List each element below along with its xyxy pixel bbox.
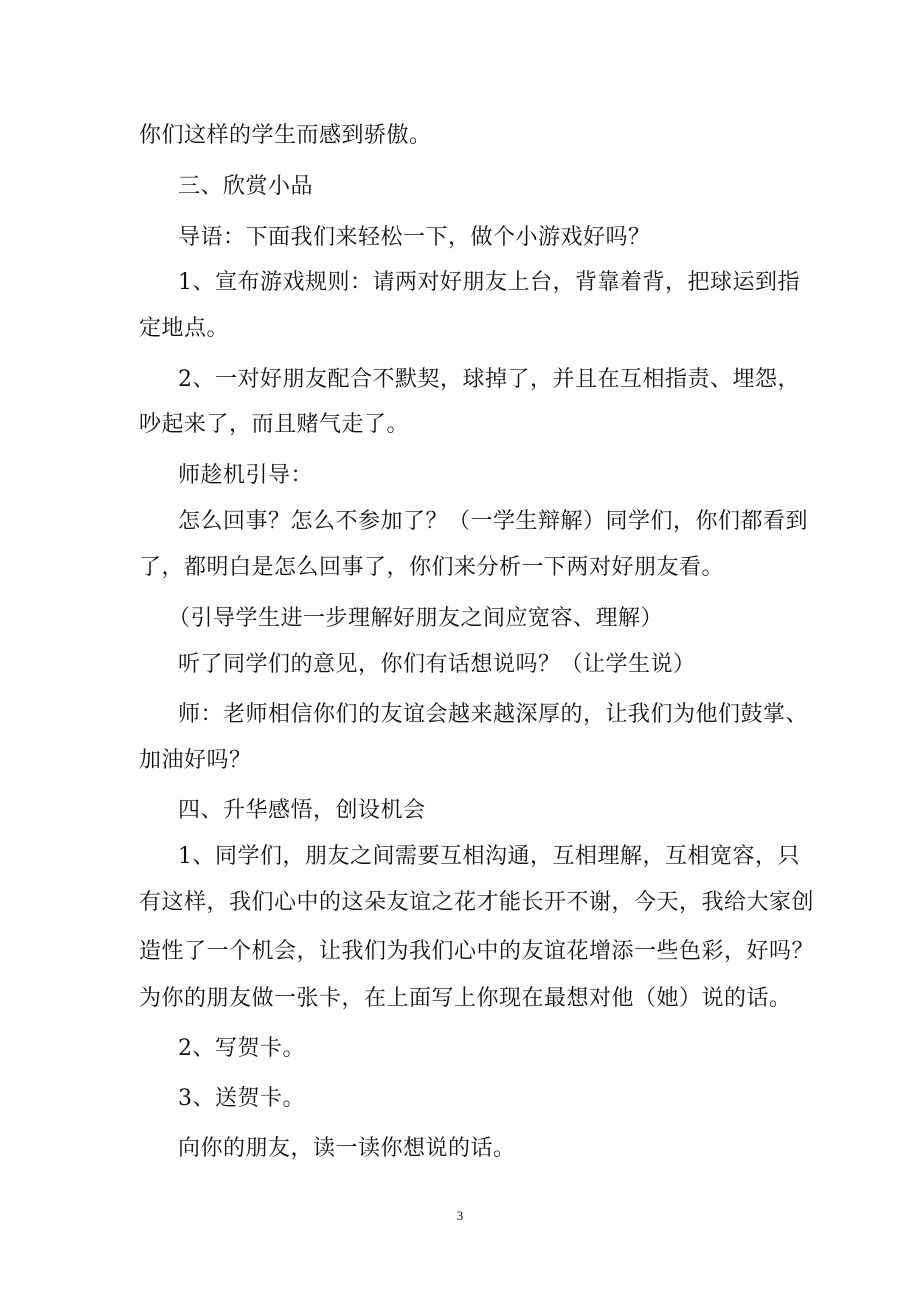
section-heading-3: 三、欣赏小品	[178, 174, 314, 199]
text-line-20: 2、写贺卡。	[178, 1036, 305, 1061]
section-heading-4: 四、升华感悟，创设机会	[178, 798, 426, 823]
text-line-21: 3、送贺卡。	[178, 1086, 305, 1111]
text-line-5: 定地点。	[139, 316, 230, 341]
text-line-1: 你们这样的学生而感到骄傲。	[139, 123, 432, 148]
text-line-11: （引导学生进一步理解好朋友之间应宽容、理解）	[168, 606, 664, 631]
text-line-4: 1、宣布游戏规则：请两对好朋友上台，背靠着背，把球运到指	[178, 270, 800, 295]
text-line-14: 加油好吗？	[139, 748, 252, 773]
text-line-18: 造性了一个机会，让我们为我们心中的友谊花增添一些色彩，好吗？	[139, 939, 815, 964]
text-line-16: 1、同学们，朋友之间需要互相沟通，互相理解，互相宽容，只	[178, 844, 800, 869]
text-line-13: 师：老师相信你们的友谊会越来越深厚的，让我们为他们鼓掌、	[178, 702, 809, 727]
text-line-9: 怎么回事？怎么不参加了？（一学生辩解）同学们，你们都看到	[178, 509, 809, 534]
text-line-10: 了，都明白是怎么回事了，你们来分析一下两对好朋友看。	[139, 555, 725, 580]
text-line-19: 为你的朋友做一张卡，在上面写上你现在最想对他（她）说的话。	[139, 986, 792, 1011]
text-line-7: 吵起来了，而且赌气走了。	[139, 412, 410, 437]
text-line-17: 有这样，我们心中的这朵友谊之花才能长开不谢，今天，我给大家创	[139, 890, 815, 915]
text-line-12: 听了同学们的意见，你们有话想说吗？（让学生说）	[178, 652, 696, 677]
text-line-22: 向你的朋友，读一读你想说的话。	[178, 1136, 516, 1161]
text-line-3: 导语：下面我们来轻松一下，做个小游戏好吗？	[178, 225, 651, 250]
page-number: 3	[456, 1208, 464, 1223]
text-line-6: 2、一对好朋友配合不默契，球掉了，并且在互相指责、埋怨，	[178, 367, 800, 392]
text-line-8: 师趁机引导：	[178, 463, 314, 488]
